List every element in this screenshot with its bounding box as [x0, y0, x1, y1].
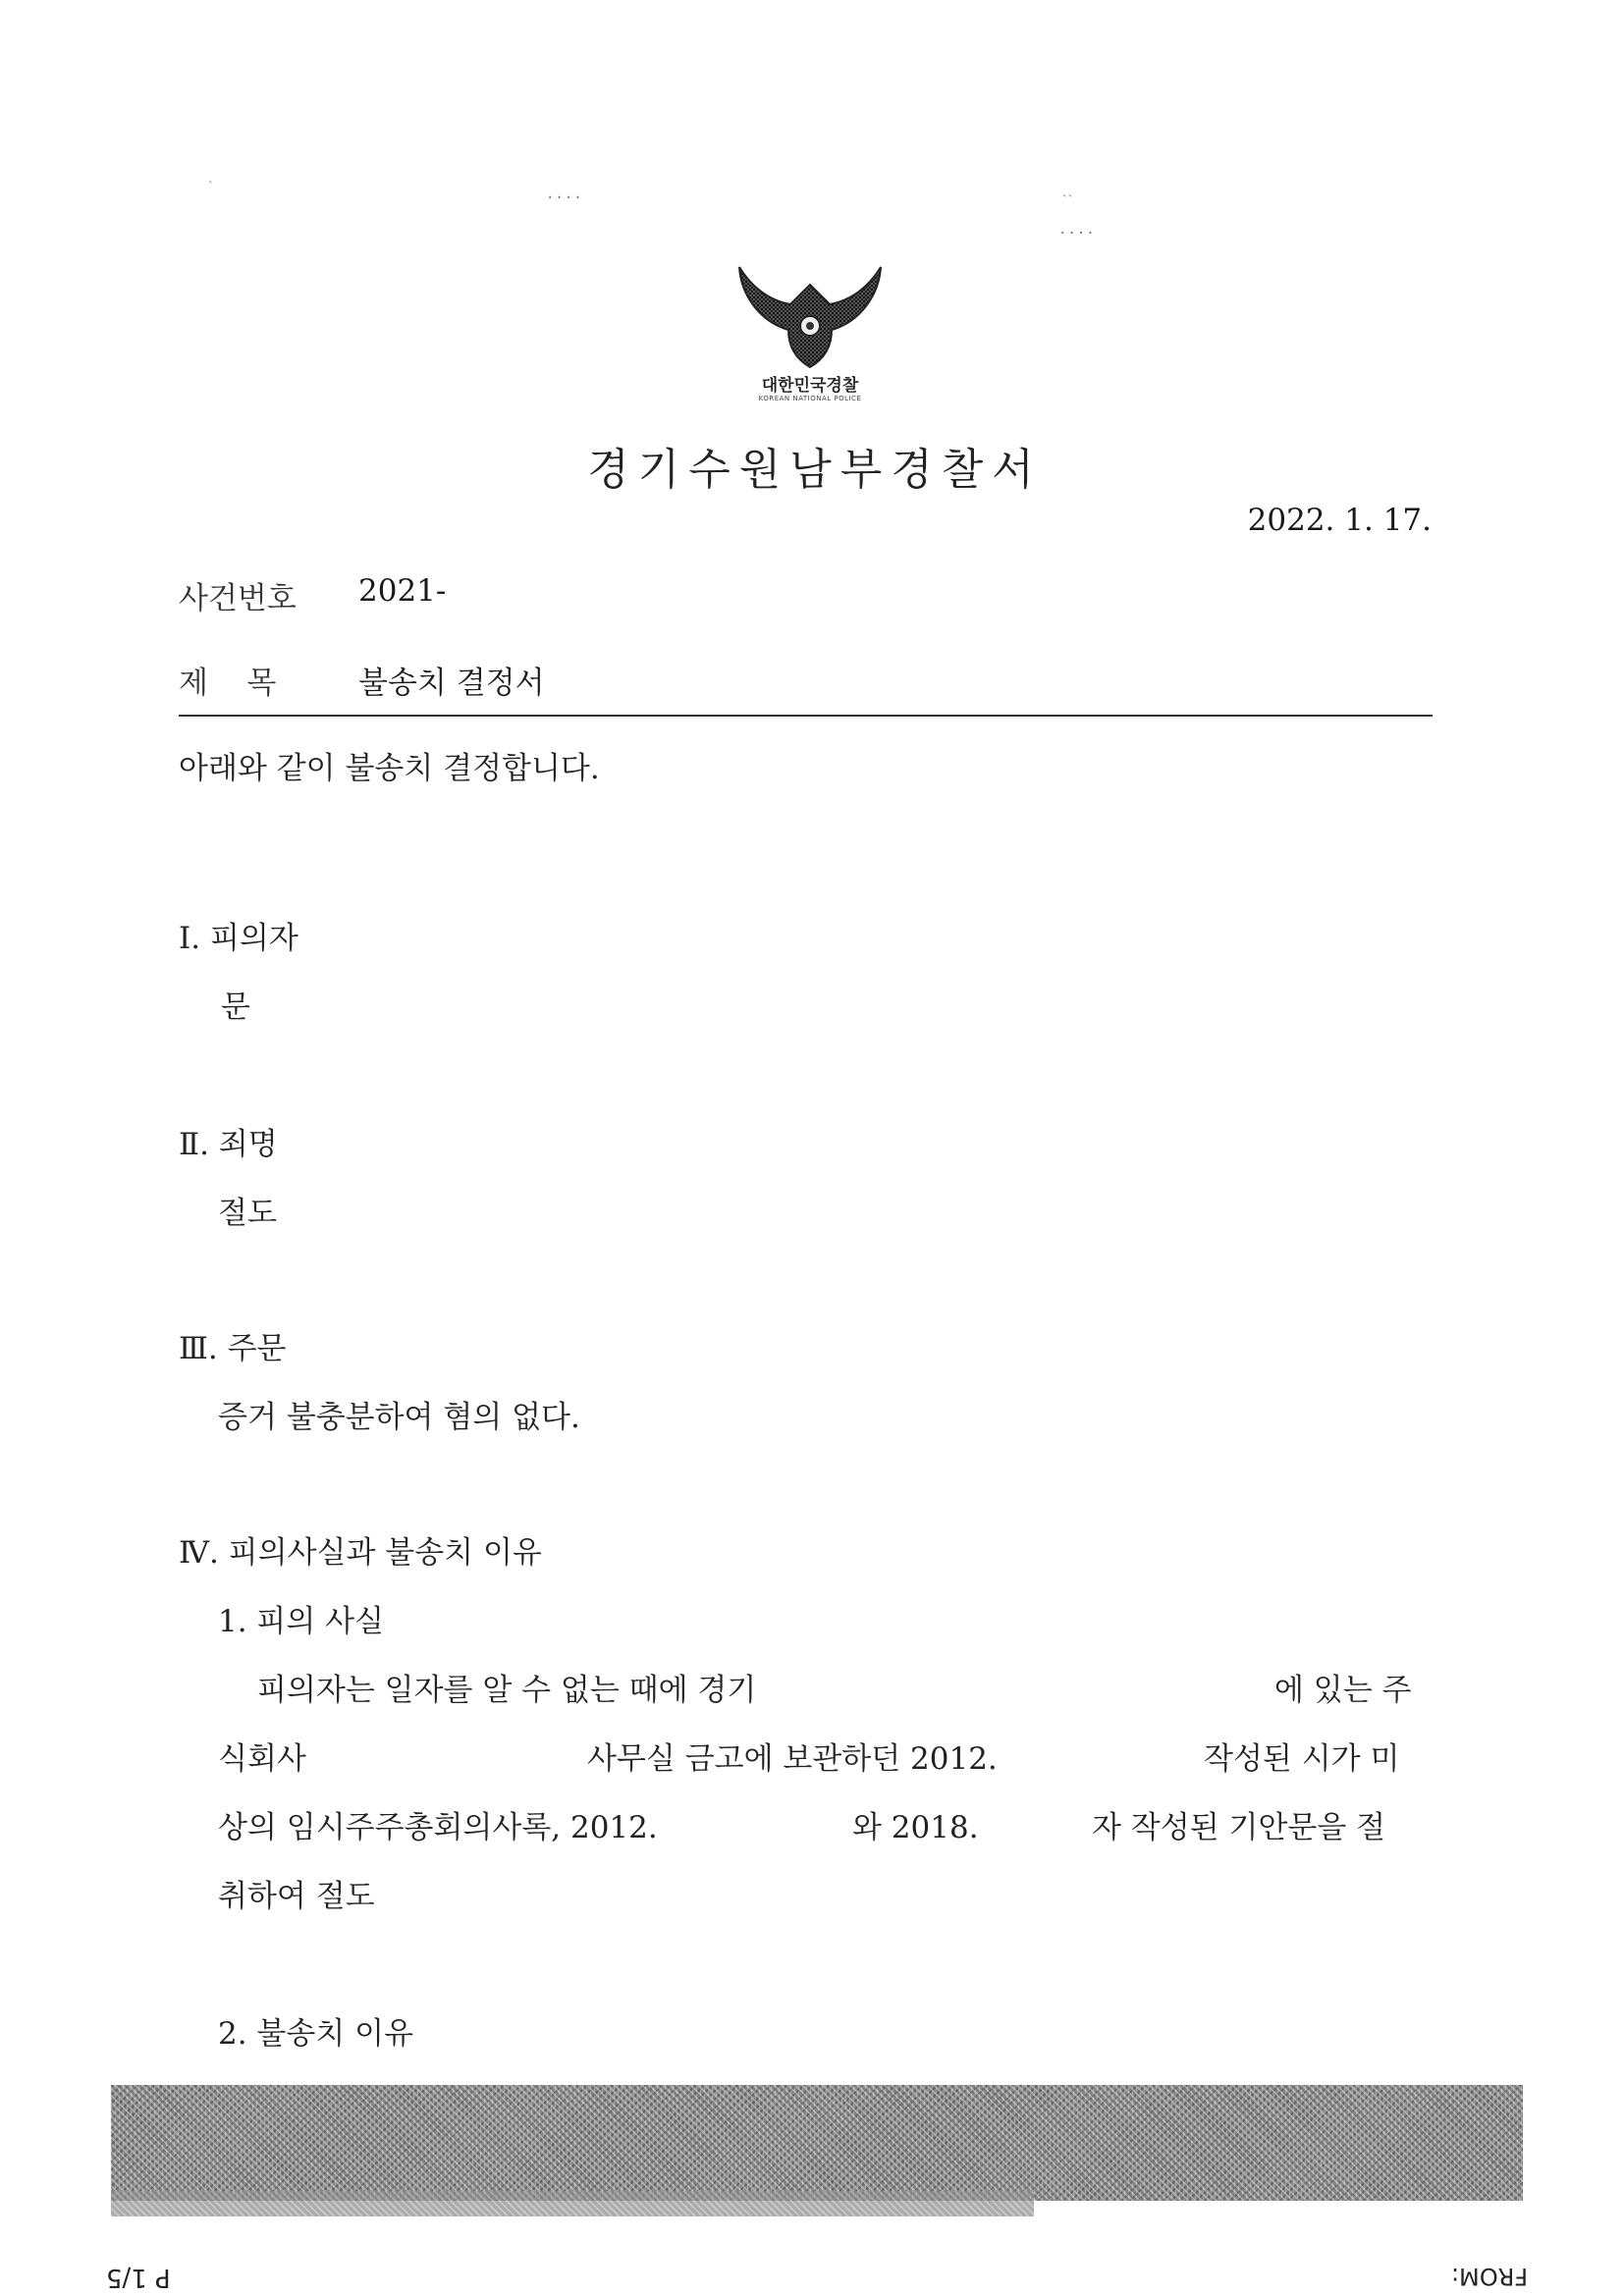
facts-line-2c: 작성된 시가 미 — [1204, 1741, 1400, 1777]
case-number-label: 사건번호 — [179, 581, 297, 616]
facts-line-4: 취하여 절도 — [218, 1879, 375, 1914]
intro-text: 아래와 같이 불송치 결정합니다. — [179, 751, 600, 786]
facts-line-3a: 상의 임시주주총회의사록, 2012. — [218, 1810, 658, 1845]
suspect-content: 문 — [221, 989, 250, 1025]
emblem-name: 대한민국경찰 — [761, 376, 859, 396]
title-value: 불송치 결정서 — [358, 666, 545, 701]
disposition-heading: Ⅲ. 주문 — [179, 1331, 287, 1366]
scan-speck: .... — [1058, 222, 1096, 238]
facts-line-2b: 사무실 금고에 보관하던 2012. — [587, 1741, 998, 1777]
facts-line-3b: 와 2018. — [852, 1810, 979, 1845]
header-divider — [179, 715, 1433, 717]
redacted-block-tail — [111, 2191, 1034, 2216]
charge-heading: Ⅱ. 죄명 — [179, 1127, 278, 1162]
facts-line-2a: 식회사 — [218, 1741, 306, 1777]
facts-line-1a: 피의자는 일자를 알 수 없는 때에 경기 — [257, 1673, 757, 1708]
organization-title: 경기수원남부경찰서 — [587, 445, 1043, 495]
reason-subheading: 2. 불송치 이유 — [218, 2016, 414, 2052]
fax-from-label: FROM: — [1451, 2263, 1529, 2290]
document-date: 2022. 1. 17. — [1247, 503, 1432, 538]
facts-reason-heading: Ⅳ. 피의사실과 불송치 이유 — [179, 1535, 542, 1571]
scan-speck: ˋˋ — [1062, 192, 1074, 208]
fax-page-indicator: P 1/5 — [106, 2263, 171, 2292]
disposition-content: 증거 불충분하여 혐의 없다. — [218, 1400, 580, 1435]
facts-line-3c: 자 작성된 기안문을 절 — [1092, 1810, 1386, 1845]
facts-subheading: 1. 피의 사실 — [218, 1604, 385, 1639]
case-number-value: 2021- — [358, 573, 447, 609]
scan-speck: ˋ — [208, 179, 214, 194]
suspect-heading: Ⅰ. 피의자 — [179, 921, 298, 956]
title-label: 제 목 — [179, 666, 277, 701]
charge-content: 절도 — [218, 1196, 277, 1231]
scan-speck: .... — [546, 187, 583, 202]
facts-line-1b: 에 있는 주 — [1274, 1673, 1412, 1708]
emblem-subtitle: KOREAN NATIONAL POLICE — [758, 395, 862, 402]
redacted-block — [111, 2085, 1523, 2201]
